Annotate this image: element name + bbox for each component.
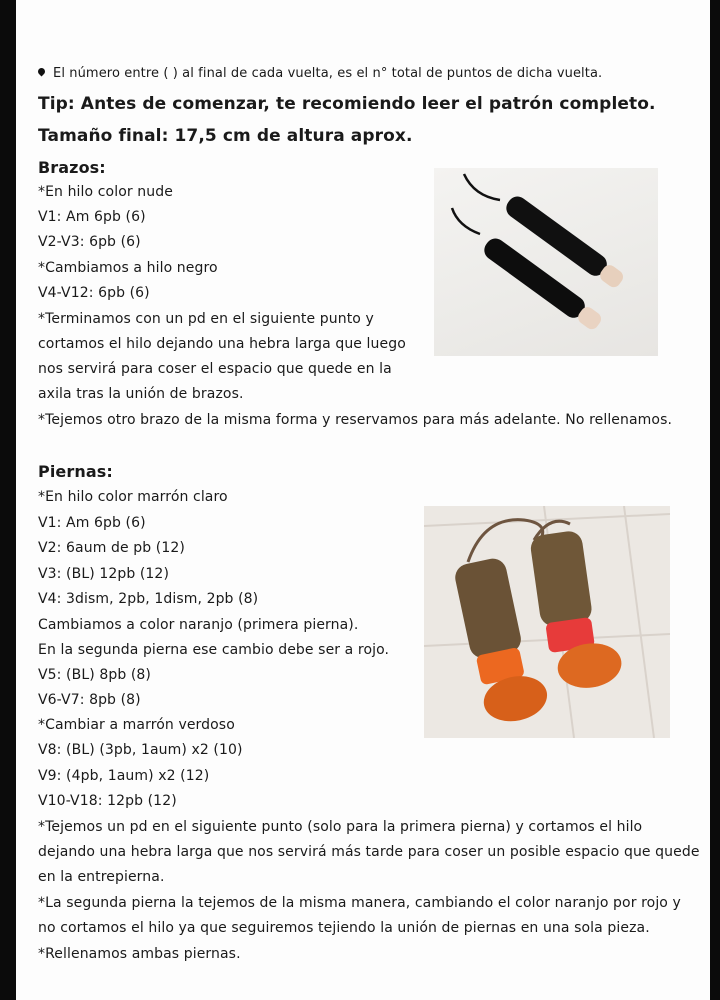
legs-line: dejando una hebra larga que nos servirá más tarde para coser un posible espacio que quede (38, 844, 700, 860)
intro-note-text: El número entre ( ) al final de cada vuelta, es el n° total de puntos de dicha vuelta. (53, 66, 603, 81)
legs-line: *En hilo color marrón claro (38, 489, 228, 505)
arms-line: nos servirá para coser el espacio que quede en la (38, 361, 392, 377)
arms-line: *Terminamos con un pd en el siguiente punto y (38, 311, 374, 327)
arms-line: axila tras la unión de brazos. (38, 386, 244, 402)
tip-text: Tip: Antes de comenzar, te recomiendo leer el patrón completo. (38, 94, 656, 114)
heart-bullet-icon (37, 67, 47, 77)
legs-line: no cortamos el hilo ya que seguiremos tejiendo la unión de piernas en una sola pieza. (38, 920, 650, 936)
legs-photo (424, 506, 670, 738)
legs-line: V5: (BL) 8pb (8) (38, 667, 151, 683)
legs-line: V8: (BL) (3pb, 1aum) x2 (10) (38, 742, 243, 758)
crochet-arms-illustration (434, 168, 658, 356)
crochet-legs-illustration (424, 506, 670, 738)
legs-line: V6-V7: 8pb (8) (38, 692, 141, 708)
arms-line: *En hilo color nude (38, 184, 173, 200)
left-border (0, 0, 16, 1000)
legs-line: *Cambiar a marrón verdoso (38, 717, 235, 733)
legs-line: *La segunda pierna la tejemos de la misma manera, cambiando el color naranjo por rojo y (38, 895, 681, 911)
legs-line: en la entrepierna. (38, 869, 165, 885)
legs-line: V1: Am 6pb (6) (38, 515, 146, 531)
legs-heading: Piernas: (38, 462, 113, 481)
intro-note (38, 66, 602, 81)
final-size-text: Tamaño final: 17,5 cm de altura aprox. (38, 126, 413, 146)
legs-line: V3: (BL) 12pb (12) (38, 566, 170, 582)
arms-line: V2-V3: 6pb (6) (38, 234, 141, 250)
right-border (710, 0, 720, 1000)
arms-line: *Cambiamos a hilo negro (38, 260, 218, 276)
legs-line: V9: (4pb, 1aum) x2 (12) (38, 768, 210, 784)
pattern-page (16, 0, 710, 1000)
legs-line: V10-V18: 12pb (12) (38, 793, 177, 809)
arms-line: cortamos el hilo dejando una hebra larga que luego (38, 336, 406, 352)
arms-line: V1: Am 6pb (6) (38, 209, 146, 225)
legs-line: V2: 6aum de pb (12) (38, 540, 185, 556)
legs-line: V4: 3dism, 2pb, 1dism, 2pb (8) (38, 591, 259, 607)
legs-line: *Tejemos un pd en el siguiente punto (solo para la primera pierna) y cortamos el hilo (38, 819, 643, 835)
legs-line: En la segunda pierna ese cambio debe ser a rojo. (38, 642, 390, 658)
legs-line: Cambiamos a color naranjo (primera pierna). (38, 617, 359, 633)
arms-line: *Tejemos otro brazo de la misma forma y reservamos para más adelante. No rellenamos. (38, 412, 673, 428)
arms-photo (434, 168, 658, 356)
arms-line: V4-V12: 6pb (6) (38, 285, 150, 301)
legs-line: *Rellenamos ambas piernas. (38, 946, 241, 962)
arms-heading: Brazos: (38, 158, 106, 177)
